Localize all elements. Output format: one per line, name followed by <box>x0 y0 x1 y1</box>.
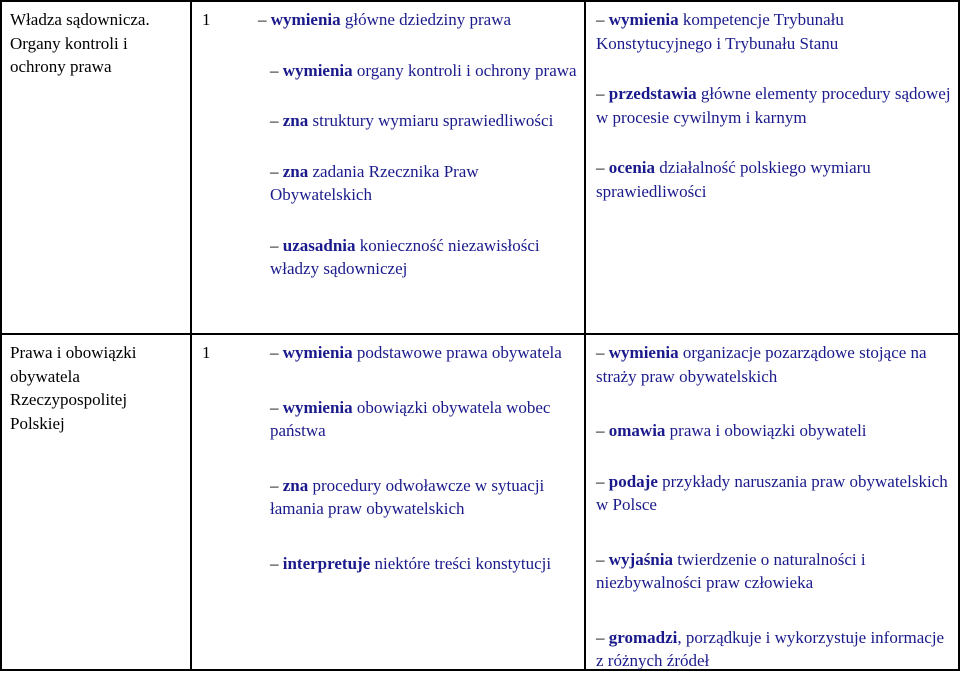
dash-mark: – <box>596 10 605 29</box>
requirement-item <box>258 8 582 32</box>
dash-mark: – <box>270 343 279 362</box>
requirement-item <box>596 626 952 673</box>
requirement-text: przykłady naruszania praw obywatelskich w Polsce <box>596 471 948 514</box>
requirement-text: prawa i obowiązki obywateli <box>669 421 867 440</box>
dash-mark: – <box>596 627 605 647</box>
table-left-border <box>0 0 2 671</box>
requirement-text: konieczność niezawisłości władzy sądowniczej <box>270 235 540 278</box>
section-label-2: Prawa i obowiązki obywatela Rzeczypospolitej Polskiej <box>10 343 137 433</box>
basic-requirements-1 <box>258 8 582 308</box>
requirement-text: główne dziedziny prawa <box>344 10 512 29</box>
requirement-verb: zna <box>282 475 309 495</box>
requirement-verb: ocenia <box>608 158 656 177</box>
requirement-text: procedury odwoławcze w sytuacji łamania praw obywatelskich <box>270 475 545 518</box>
requirement-text: kompetencje Trybunału Konstytucyjnego i Trybunału Stanu <box>596 10 844 53</box>
requirement-verb: omawia <box>608 421 666 440</box>
requirement-verb: wymienia <box>608 343 679 362</box>
dash-mark: – <box>270 475 279 495</box>
requirement-text: działalność polskiego wymiaru sprawiedliwości <box>596 158 871 201</box>
requirement-item <box>270 552 582 576</box>
extended-requirements-1 <box>596 8 952 230</box>
requirement-verb: wymienia <box>282 60 353 80</box>
requirement-item <box>596 82 952 129</box>
dash-mark: – <box>596 158 605 177</box>
row-number-2: 1 <box>202 343 211 362</box>
requirement-item <box>596 419 952 443</box>
column-divider-2 <box>584 0 586 671</box>
requirement-text: struktury wymiaru sprawiedliwości <box>312 111 554 130</box>
dash-mark: – <box>596 471 605 491</box>
requirement-verb: podaje <box>608 471 658 491</box>
requirement-text: , porządkuje i wykorzystuje informacje z różnych źródeł <box>596 627 945 670</box>
requirement-verb: wymienia <box>282 397 353 417</box>
dash-mark: – <box>596 549 605 569</box>
dash-mark: – <box>270 111 279 130</box>
requirement-item <box>270 234 582 281</box>
requirement-text: niektóre treści konstytucji <box>374 553 552 573</box>
dash-mark: – <box>596 421 605 440</box>
requirement-verb: interpretuje <box>282 553 371 573</box>
requirement-text: zadania Rzecznika Praw Obywatelskich <box>270 161 479 204</box>
requirement-item <box>596 341 952 388</box>
requirement-item <box>270 474 582 521</box>
dash-mark: – <box>258 10 267 29</box>
row-divider <box>0 333 960 335</box>
requirement-text: twierdzenie o naturalności i niezbywalności praw człowieka <box>596 549 866 592</box>
requirement-verb: uzasadnia <box>282 235 356 255</box>
requirement-text: organy kontroli i ochrony prawa <box>356 60 577 80</box>
dash-mark: – <box>270 161 279 181</box>
dash-mark: – <box>270 553 279 573</box>
requirement-item <box>270 109 582 133</box>
requirement-item <box>596 548 952 595</box>
basic-requirements-2 <box>270 341 582 602</box>
requirement-text: podstawowe prawa obywatela <box>356 343 562 362</box>
requirement-text: organizacje pozarządowe stojące na straży praw obywatelskich <box>596 343 927 386</box>
requirement-item <box>596 470 952 517</box>
requirement-verb: wymienia <box>282 343 353 362</box>
requirement-verb: wyjaśnia <box>608 549 673 569</box>
requirement-item <box>270 59 582 83</box>
requirement-verb: zna <box>282 161 309 181</box>
requirement-verb: wymienia <box>608 10 679 29</box>
row-number-1: 1 <box>202 10 211 29</box>
section-label-1: Władza sądownicza. Organy kontroli i ochrony prawa <box>10 10 150 76</box>
dash-mark: – <box>270 60 279 80</box>
table-top-border <box>0 0 960 2</box>
requirement-text: główne elementy procedury sądowej w procesie cywilnym i karnym <box>596 84 951 127</box>
requirement-item <box>270 341 582 365</box>
requirement-item <box>270 160 582 207</box>
requirement-item <box>270 396 582 443</box>
dash-mark: – <box>270 235 279 255</box>
dash-mark: – <box>596 343 605 362</box>
requirement-text: obowiązki obywatela wobec państwa <box>270 397 551 440</box>
requirement-item <box>596 8 952 55</box>
requirement-verb: wymienia <box>270 10 341 29</box>
requirement-verb: zna <box>282 111 309 130</box>
dash-mark: – <box>270 397 279 417</box>
column-divider-1 <box>190 0 192 671</box>
extended-requirements-2 <box>596 341 952 673</box>
requirement-verb: gromadzi <box>608 627 678 647</box>
requirement-verb: przedstawia <box>608 84 697 103</box>
dash-mark: – <box>596 84 605 103</box>
requirement-item <box>596 156 952 203</box>
